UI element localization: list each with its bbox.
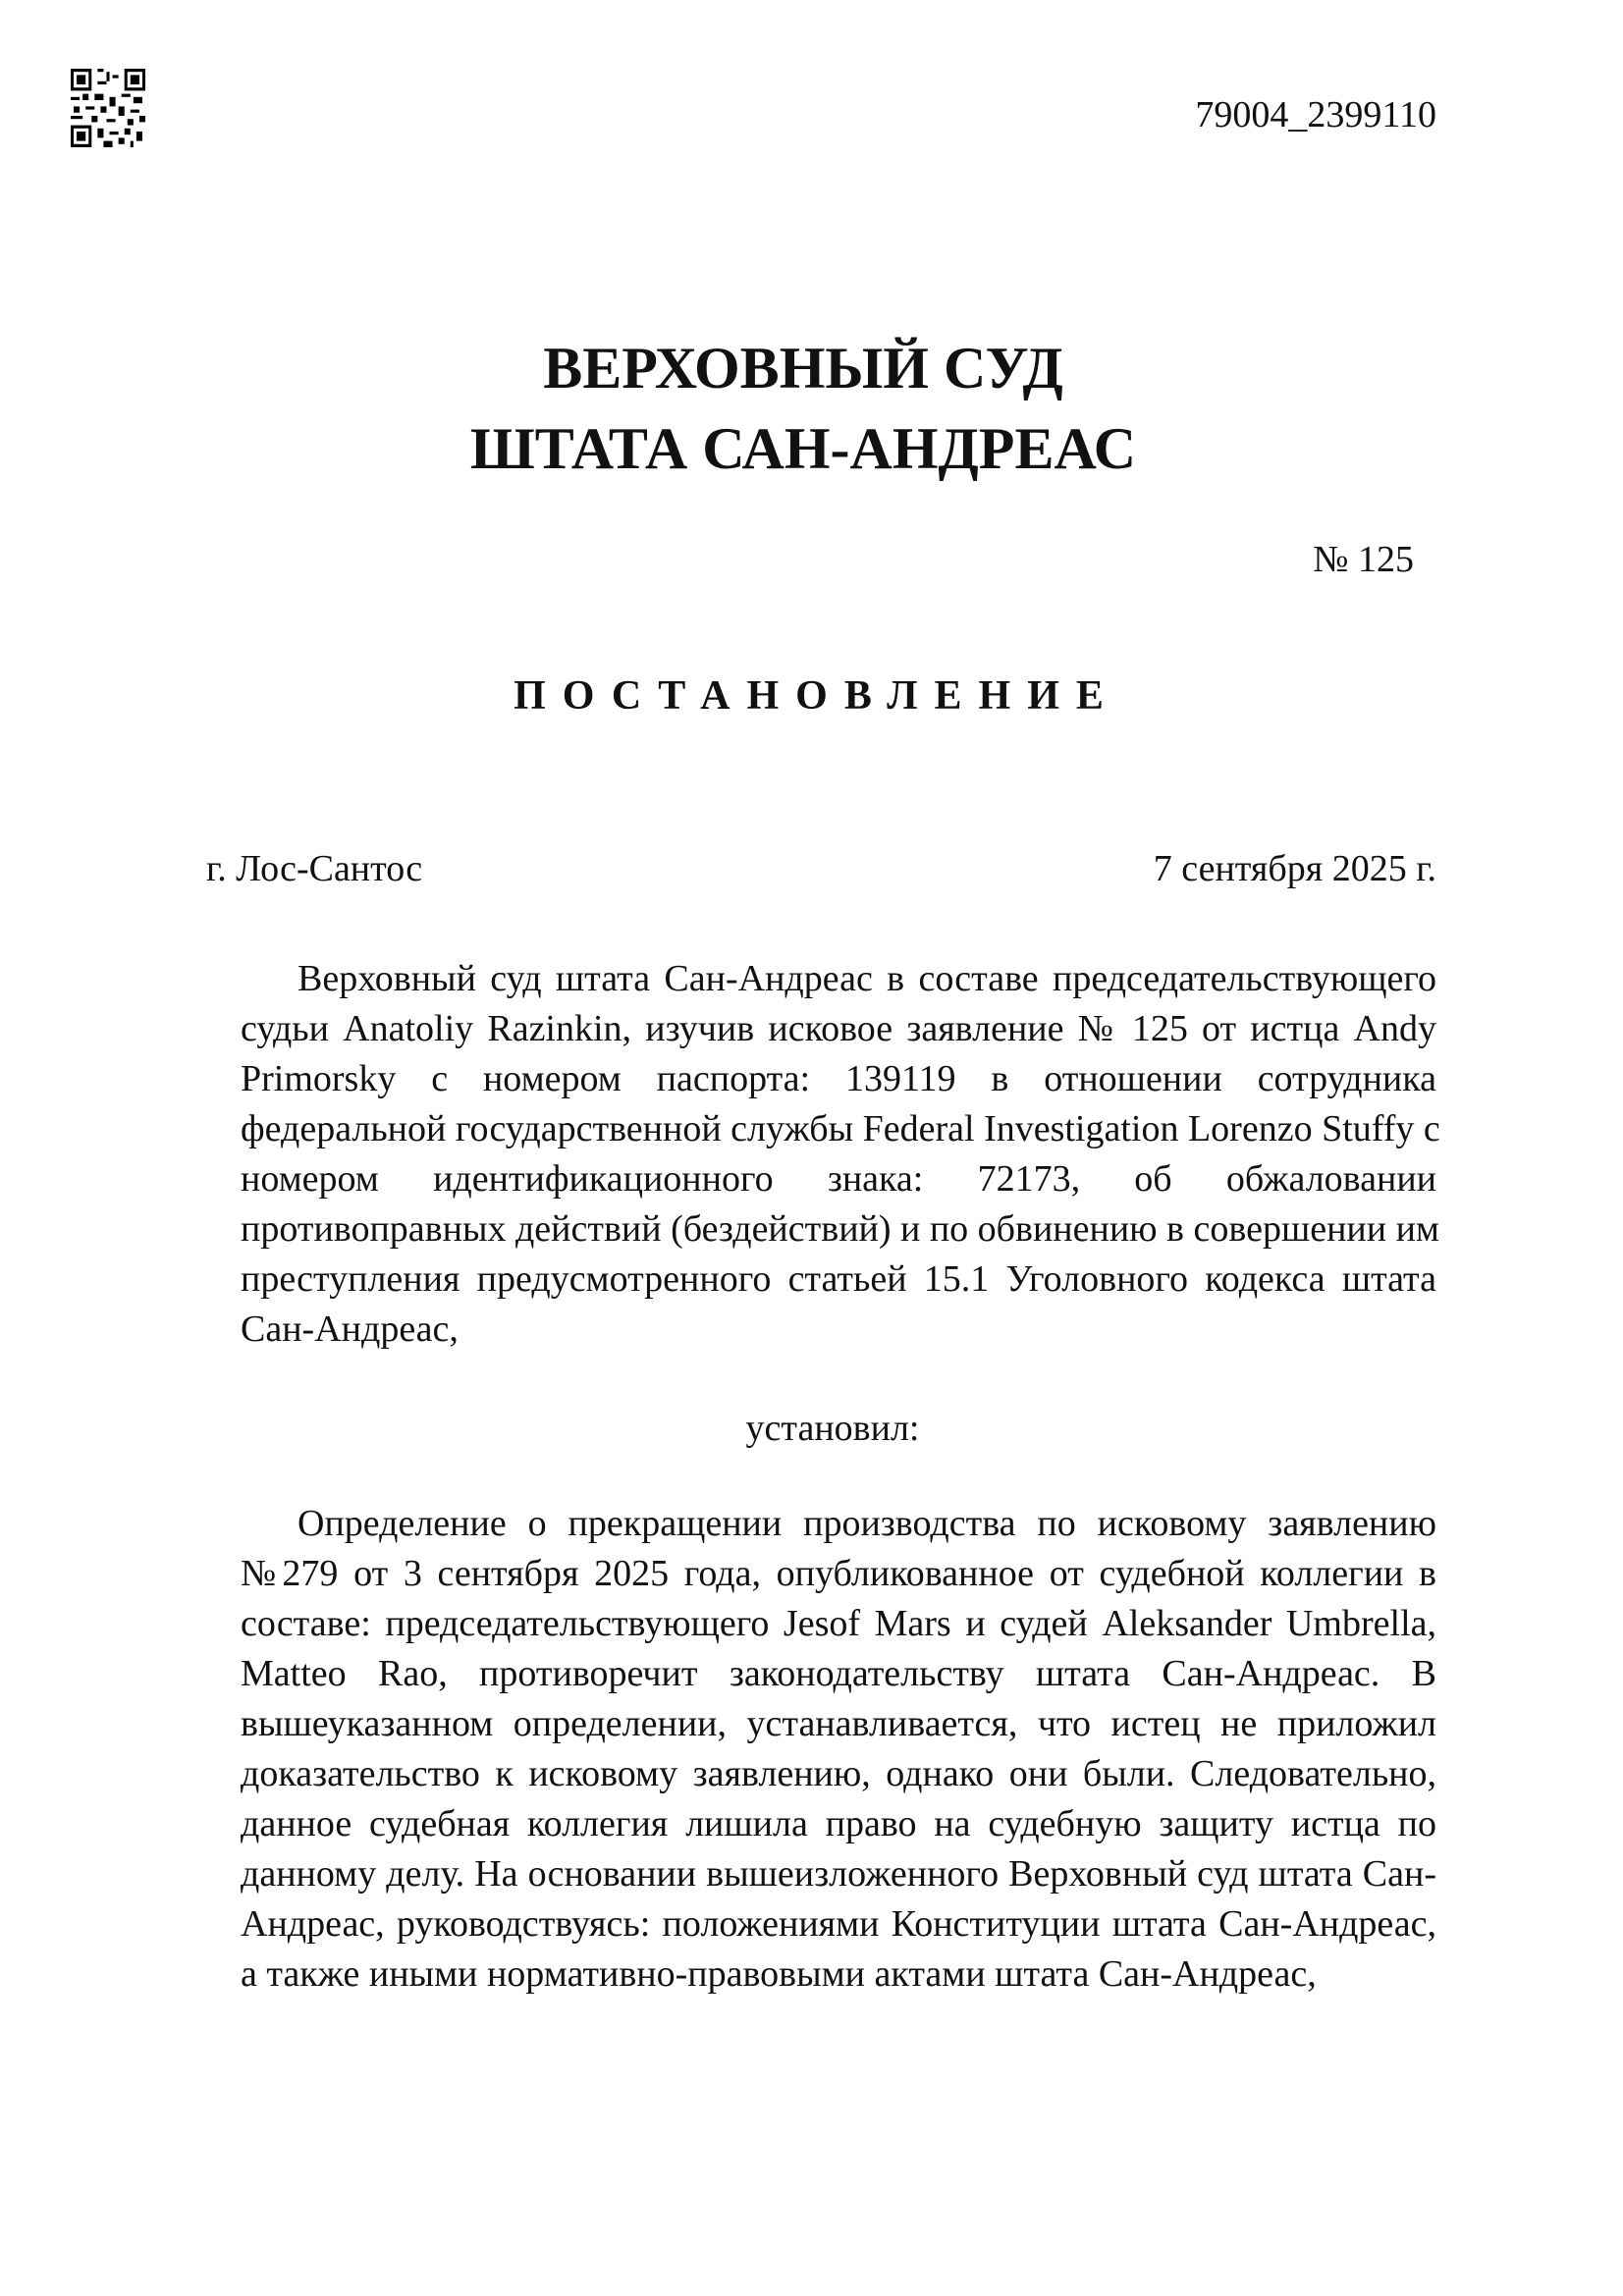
text-line: данное судебная коллегия лишила право на судебную защиту истца по (241, 1803, 1436, 1844)
document-type-heading: ПОСТАНОВЛЕНИЕ (514, 673, 1120, 719)
text-line: федеральной государственной службы Federal Investigation Lorenzo Stuffy с (241, 1108, 1440, 1149)
place: г. Лос-Сантос (206, 848, 423, 889)
document-id: 79004_2399110 (1195, 94, 1436, 135)
qr-code (71, 69, 145, 147)
text-line: доказательство к исковому заявлению, однако они были. Следовательно, (241, 1753, 1436, 1794)
paragraph-findings (241, 1499, 1436, 2000)
text-line: данному делу. На основании вышеизложенного Верховный суд штата Сан- (241, 1853, 1436, 1895)
date: 7 сентября 2025 г. (1153, 848, 1436, 889)
text-line: Верховный суд штата Сан-Андреас в составе председательствующего (298, 958, 1436, 999)
text-line: Андреас, руководствуясь: положениями Конституции штата Сан-Андреас, (241, 1903, 1436, 1945)
text-line: преступления предусмотренного статьей 15.1 Уголовного кодекса штата (241, 1258, 1436, 1300)
paragraph-intro (241, 954, 1440, 1355)
court-title-line1: ВЕРХОВНЫЙ СУД (543, 336, 1063, 400)
text-line: Сан-Андреас, (241, 1308, 459, 1350)
text-line: составе: председательствующего Jesof Mars и судей Aleksander Umbrella, (241, 1603, 1436, 1644)
text-line: Primorsky с номером паспорта: 139119 в отношении сотрудника (241, 1058, 1436, 1099)
text-line: вышеуказанном определении, устанавливается, что истец не приложил (241, 1703, 1436, 1744)
text-line: Matteo Rao, противоречит законодательству штата Сан-Андреас. В (241, 1653, 1436, 1694)
text-line: а также иными нормативно-правовыми актами штата Сан-Андреас, (241, 1953, 1317, 1995)
decree-number: № 125 (1313, 539, 1414, 580)
text-line: противоправных действий (бездействий) и по обвинению в совершении им (241, 1208, 1439, 1250)
qr-code-icon (71, 69, 145, 147)
established-heading: установил: (745, 1408, 920, 1449)
court-title-line2: ШТАТА САН-АНДРЕАС (469, 416, 1137, 481)
text-line: Определение о прекращении производства по исковому заявлению (298, 1503, 1436, 1544)
text-line: судьи Anatoliy Razinkin, изучив исковое заявление № 125 от истца Andy (241, 1008, 1436, 1049)
text-line: номером идентификационного знака: 72173, об обжаловании (241, 1158, 1436, 1200)
text-line: №279 от 3 сентября 2025 года, опубликованное от судебной коллегии в (241, 1553, 1436, 1594)
